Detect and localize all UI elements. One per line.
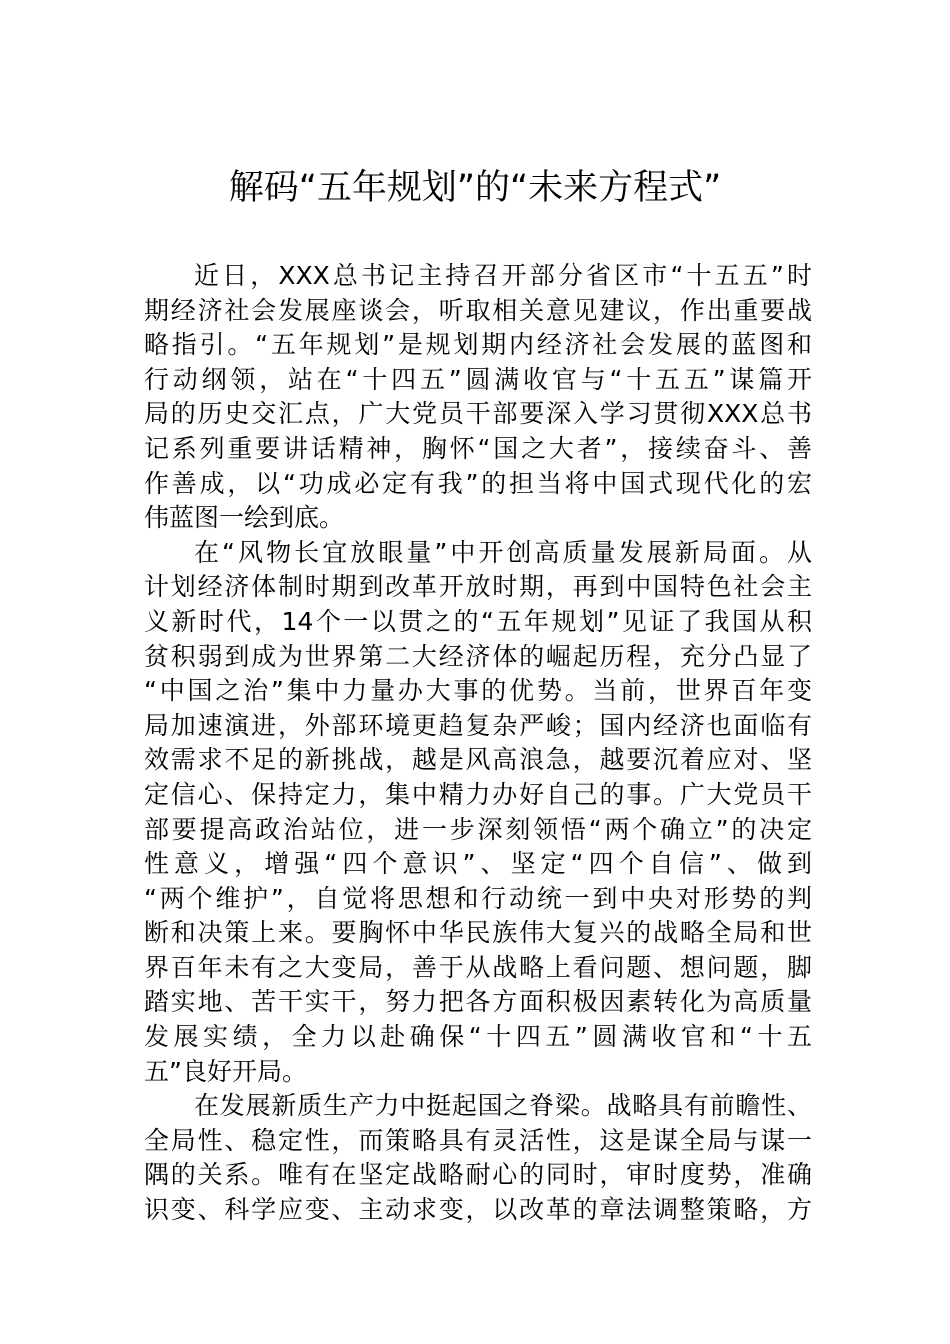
text-line: 部要提高政治站位，进一步深刻领悟“两个确立”的决定 xyxy=(144,814,812,844)
text-line: 义新时代，14个一以贯之的“五年规划”见证了我国从积 xyxy=(144,606,812,636)
text-line: 在发展新质生产力中挺起国之脊梁。战略具有前瞻性、 xyxy=(194,1091,812,1121)
text-line: 局加速演进，外部环境更趋复杂严峻；国内经济也面临有 xyxy=(144,710,812,740)
text-line: “两个维护”，自觉将思想和行动统一到中央对形势的判 xyxy=(144,883,812,913)
text-line: 行动纲领，站在“十四五”圆满收官与“十五五”谋篇开 xyxy=(144,364,812,394)
text-line: 隅的关系。唯有在坚定战略耐心的同时，审时度势，准确 xyxy=(144,1160,812,1190)
text-line: 踏实地、苦干实干，努力把各方面积极因素转化为高质量 xyxy=(144,987,812,1017)
text-line: 在“风物长宜放眼量”中开创高质量发展新局面。从 xyxy=(194,537,812,567)
text-line: 期经济社会发展座谈会，听取相关意见建议，作出重要战 xyxy=(144,295,812,325)
text-line: 全局性、稳定性，而策略具有灵活性，这是谋全局与谋一 xyxy=(144,1125,812,1155)
text-line: 发展实绩，全力以赴确保“十四五”圆满收官和“十五 xyxy=(144,1022,812,1052)
text-line: 定信心、保持定力，集中精力办好自己的事。广大党员干 xyxy=(144,779,812,809)
document-body xyxy=(144,259,812,1228)
text-line: 计划经济体制时期到改革开放时期，再到中国特色社会主 xyxy=(144,572,812,602)
text-line: 贫积弱到成为世界第二大经济体的崛起历程，充分凸显了 xyxy=(144,641,812,671)
text-line: 伟蓝图一绘到底。 xyxy=(144,503,345,533)
paragraph-2 xyxy=(144,536,812,1090)
text-line: 五”良好开局。 xyxy=(144,1056,307,1086)
document-title: 解码“五年规划”的“未来方程式” xyxy=(228,168,722,208)
text-line: 性意义，增强“四个意识”、坚定“四个自信”、做到 xyxy=(144,849,812,879)
text-line: 界百年未有之大变局，善于从战略上看问题、想问题，脚 xyxy=(144,952,812,982)
text-line: “中国之治”集中力量办大事的优势。当前，世界百年变 xyxy=(144,676,812,706)
text-line: 断和决策上来。要胸怀中华民族伟大复兴的战略全局和世 xyxy=(144,918,812,948)
text-line: 略指引。“五年规划”是规划期内经济社会发展的蓝图和 xyxy=(144,330,812,360)
text-line: 近日，XXX总书记主持召开部分省区市“十五五”时 xyxy=(194,261,812,290)
paragraph-1 xyxy=(144,259,812,536)
text-line: 记系列重要讲话精神，胸怀“国之大者”，接续奋斗、善 xyxy=(144,433,812,463)
text-line: 局的历史交汇点，广大党员干部要深入学习贯彻XXX总书 xyxy=(144,399,812,429)
paragraph-3 xyxy=(144,1089,812,1227)
text-line: 识变、科学应变、主动求变，以改革的章法调整策略，方 xyxy=(144,1195,812,1225)
text-line: 效需求不足的新挑战，越是风高浪急，越要沉着应对、坚 xyxy=(144,745,812,775)
text-line: 作善成，以“功成必定有我”的担当将中国式现代化的宏 xyxy=(144,468,812,498)
